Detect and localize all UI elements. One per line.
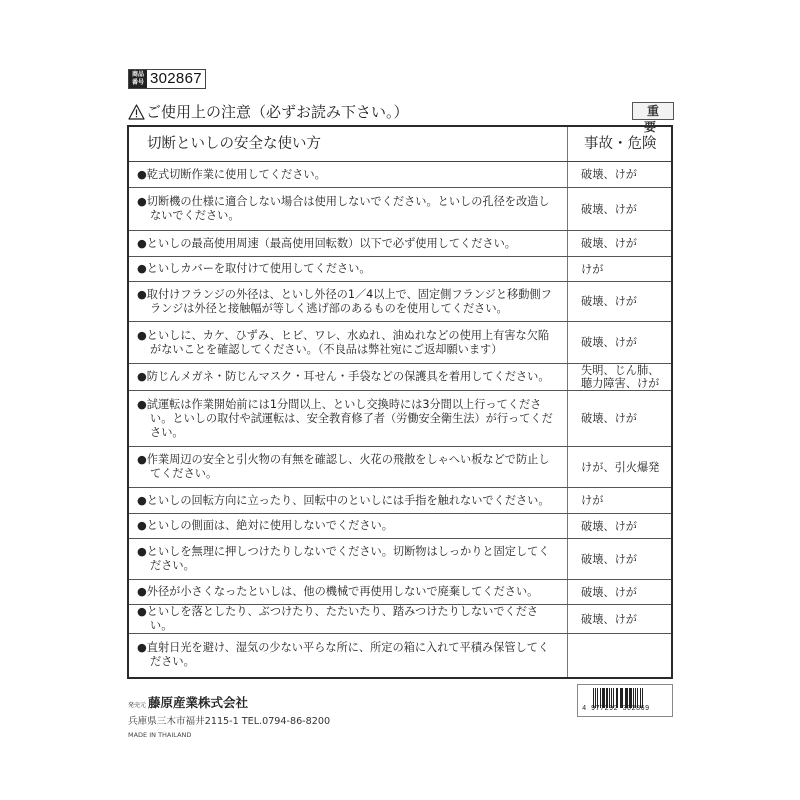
- risk-text: 破壊、けが: [581, 552, 637, 566]
- risk-cell: [568, 605, 673, 634]
- instruction-cell: [128, 282, 568, 322]
- risk-text: 破壊、けが: [581, 168, 637, 181]
- risk-cell: [568, 257, 673, 282]
- table-row: [128, 282, 672, 322]
- table-row: [128, 539, 672, 580]
- risk-cell: [568, 282, 673, 322]
- table-row: [128, 605, 672, 634]
- risk-text: 破壊、けが: [581, 202, 637, 216]
- table-row: [128, 231, 672, 257]
- instruction-item: [129, 288, 567, 316]
- table-row: [128, 447, 672, 488]
- risk-text: けが、引火爆発: [581, 460, 660, 474]
- risk-text: 破壊、けが: [581, 612, 637, 626]
- instruction-item: [129, 168, 567, 182]
- instruction-cell: [128, 580, 568, 605]
- instruction-text: ●といしに、カケ、ひずみ、ヒビ、ワレ、水ぬれ、油ぬれなどの使用上有害な欠陥がないことを確認してください。（不良品は弊社宛にご返却願います）: [137, 328, 550, 356]
- notice-title-text: ご使用上の注意（必ずお読み下さい。）: [146, 103, 409, 121]
- risk-text: 破壊、けが: [581, 412, 637, 425]
- risk-cell: [568, 391, 673, 447]
- instruction-item: [129, 605, 567, 633]
- risk-cell: [568, 231, 673, 257]
- company-address: 兵庫県三木市福井2115-1 TEL.0794-86-8200: [128, 716, 331, 727]
- instruction-item: [129, 453, 567, 481]
- instruction-item: [129, 195, 567, 223]
- instruction-cell: [128, 257, 568, 282]
- risk-cell: [568, 514, 673, 539]
- instruction-item: [129, 545, 567, 573]
- instruction-cell: [128, 231, 568, 257]
- table-row: [128, 162, 672, 188]
- risk-cell: [568, 447, 673, 488]
- risk-text: 破壊、けが: [581, 237, 637, 250]
- instruction-text: ●試運転は作業開始前には1分間以上、といし交換時には3分間以上行ってください。といしの取付や試運転は、安全教育修了者（労働安全衛生法）が行ってください。: [137, 397, 553, 439]
- instruction-cell: [128, 364, 568, 391]
- seller-line: [128, 693, 330, 711]
- table-row: [128, 257, 672, 282]
- product-code-tag: [129, 70, 147, 88]
- instruction-cell: [128, 605, 568, 634]
- made-in: MADE IN THAILAND: [128, 731, 192, 739]
- table-row: [128, 322, 672, 364]
- instruction-item: [129, 519, 567, 533]
- instruction-text: ●といしの回転方向に立ったり、回転中のといしには手指を触れないでください。: [137, 493, 550, 507]
- warning-triangle-icon: [128, 104, 145, 120]
- instruction-cell: [128, 539, 568, 580]
- instruction-text: ●防じんメガネ・防じんマスク・耳せん・手袋などの保護具を着用してください。: [137, 370, 550, 383]
- table-row: [128, 364, 672, 391]
- risk-cell: [568, 364, 673, 391]
- table-row: [128, 391, 672, 447]
- risk-text: 失明、じん肺、聴力障害、けが: [581, 364, 660, 390]
- seller-label: 発売元: [128, 702, 147, 709]
- instruction-text: ●作業周辺の安全と引火物の有無を確認し、火花の飛散をしゃへい板などで防止してください。: [137, 453, 550, 480]
- risk-text: 破壊、けが: [581, 585, 637, 599]
- risk-cell: [568, 634, 673, 678]
- risk-cell: [568, 539, 673, 580]
- risk-cell: [568, 188, 673, 231]
- instruction-text: ●外径が小さくなったといしは、他の機械で再使用しないで廃棄してください。: [137, 585, 539, 598]
- header-risk: [568, 126, 673, 162]
- product-code-number: 302867: [150, 70, 202, 87]
- instruction-cell: [128, 391, 568, 447]
- table-header-row: [128, 126, 672, 162]
- instruction-item: [129, 237, 567, 251]
- instruction-text: ●切断機の仕様に適合しない場合は使用しないでください。といしの孔径を改造しないでください。: [137, 195, 550, 222]
- notice-title: [128, 103, 409, 121]
- safety-table: [127, 125, 673, 679]
- risk-cell: [568, 580, 673, 605]
- instruction-item: [129, 370, 567, 384]
- risk-text: 破壊、けが: [581, 295, 637, 308]
- instruction-text: ●といしの最高使用周速（最高使用回転数）以下で必ず使用してください。: [137, 236, 516, 250]
- instruction-text: ●といしを無理に押しつけたりしないでください。切断物はしっかりと固定してください。: [137, 545, 550, 572]
- important-badge: 重要: [632, 102, 674, 120]
- risk-text: 破壊、けが: [581, 336, 637, 349]
- company-name: 藤原産業株式会社: [148, 695, 249, 710]
- table-row: [128, 634, 672, 678]
- product-code-tag-line2: 番号: [131, 79, 144, 86]
- product-code-box: [128, 69, 206, 89]
- instruction-text: ●といしカバーを取付けて使用してください。: [137, 262, 371, 275]
- risk-cell: [568, 322, 673, 364]
- instruction-cell: [128, 488, 568, 514]
- instruction-item: [129, 494, 567, 508]
- header-usage-label: 切断といしの安全な使い方: [147, 136, 321, 152]
- instruction-text: ●乾式切断作業に使用してください。: [137, 167, 326, 181]
- barcode: [577, 684, 673, 717]
- header-risk-label: 事故・危険: [584, 136, 657, 152]
- instruction-cell: [128, 514, 568, 539]
- instruction-cell: [128, 188, 568, 231]
- product-code-tag-line1: 商品: [131, 71, 144, 78]
- instruction-cell: [128, 447, 568, 488]
- table-row: [128, 188, 672, 231]
- footer: [128, 693, 330, 739]
- risk-cell: [568, 488, 673, 514]
- table-row: [128, 488, 672, 514]
- instruction-text: ●といしの側面は、絶対に使用しないでください。: [137, 519, 393, 532]
- instruction-cell: [128, 322, 568, 364]
- instruction-cell: [128, 162, 568, 188]
- instruction-item: [129, 262, 567, 276]
- instruction-item: [129, 585, 567, 599]
- risk-cell: [568, 162, 673, 188]
- instruction-cell: [128, 634, 568, 678]
- instruction-text: ●直射日光を避け、湿気の少ない平らな所に、所定の箱に入れて平積み保管してください。: [137, 641, 550, 669]
- risk-text: 破壊、けが: [581, 519, 637, 533]
- instruction-text: ●といしを落としたり、ぶつけたり、たたいたり、踏みつけたりしないでください。: [137, 605, 539, 632]
- risk-text: けが: [581, 494, 604, 507]
- barcode-digits: 4 977292 302869: [582, 705, 650, 713]
- instruction-text: ●取付けフランジの外径は、といし外径の1／4以上で、固定側フランジと移動側フランジは外径と接触幅が等しく逃げ部のあるものを使用してください。: [137, 287, 552, 315]
- instruction-item: [129, 329, 567, 357]
- table-row: [128, 580, 672, 605]
- instruction-item: [129, 641, 567, 669]
- table-row: [128, 514, 672, 539]
- header-usage: [128, 126, 568, 162]
- instruction-item: [129, 398, 567, 440]
- risk-text: けが: [581, 262, 604, 276]
